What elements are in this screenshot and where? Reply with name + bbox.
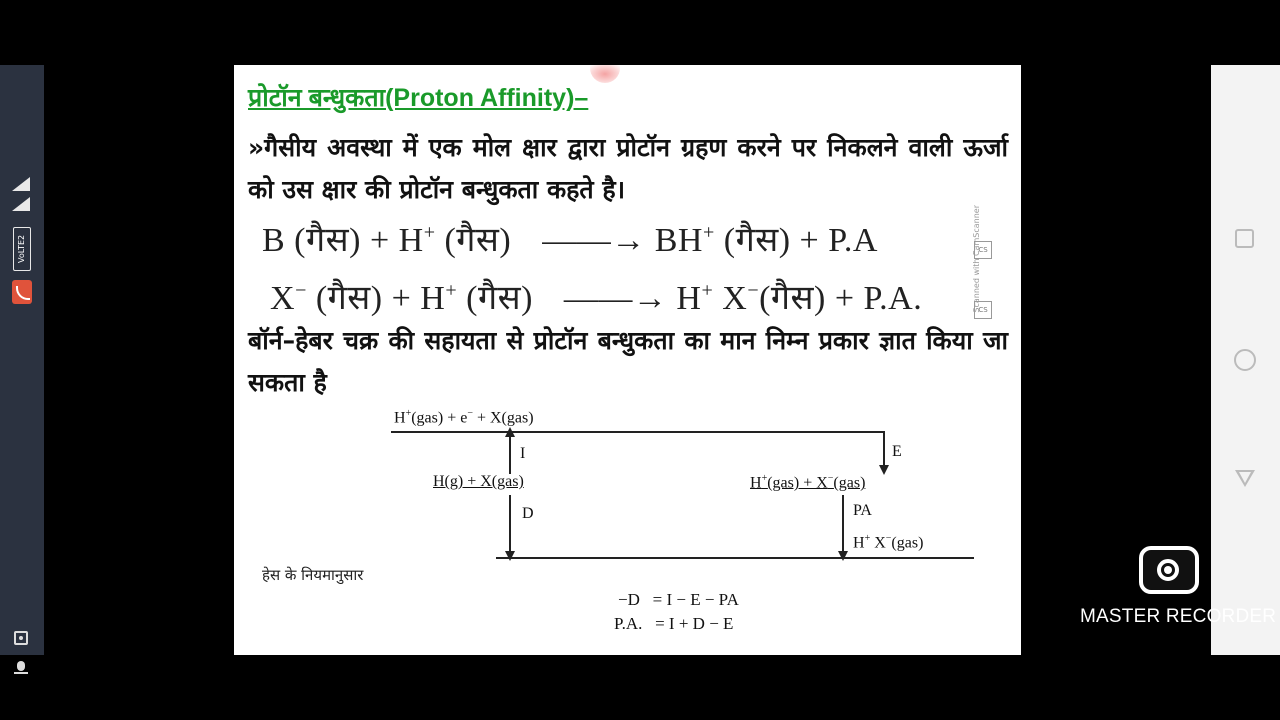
mic-icon [13,661,29,675]
hess-law-label: हेस के नियमानुसार [262,566,364,584]
recorder-camera-icon[interactable] [1139,546,1199,594]
arrow-down-icon [838,551,848,561]
cycle-left-mid-label: H(g) + X(gas) [433,473,524,490]
document-page [234,65,1021,655]
born-haber-text: बॉर्न–हेबर चक्र की सहायता से प्रोटॉन बन्धुकता का मान निम्न प्रकार ज्ञात किया जा सकता है [248,326,1008,397]
definition-text: »गैसीय अवस्था में एक मोल क्षार द्वारा प्रोटॉन ग्रहण करने पर निकलने वाली ऊर्जा को उस क्षार की प्रोटॉन बन्धुकता कहते है। [248,133,1008,204]
signal-icon [12,177,30,191]
result-equation-1: −D = I − E − PA [618,590,739,609]
back-icon[interactable] [1235,470,1255,487]
recents-icon[interactable] [1235,229,1254,248]
cycle-right-mid-label: H+(gas) + X−(gas) [750,473,866,492]
cs-logo: CS [974,301,992,319]
signal-icon [12,197,30,211]
cs-logo: CS [974,241,992,259]
cycle-e-label: E [892,443,902,460]
arrow-down-icon [505,551,515,561]
cycle-step-d-line [509,495,511,557]
touch-indicator [590,65,620,83]
cycle-bottom-line [496,557,974,559]
equation-1: B (गैस) + H+ (गैस) ——→ BH+ (गैस) + P.A [262,221,878,259]
cycle-step-i-line [509,431,511,474]
arrow-down-icon [879,465,889,475]
equation-2: X− (गैस) + H+ (गैस) ——→ H+ X−(गैस) + P.A. [270,279,923,317]
arrow-up-icon [505,427,515,437]
cycle-i-label: I [520,445,526,462]
cycle-d-label: D [522,505,534,522]
cycle-pa-label: PA [853,502,872,519]
camera-icon [14,631,28,645]
home-icon[interactable] [1234,349,1256,371]
cycle-top-line [391,431,884,433]
volte-icon: VoLTE2 [13,227,31,271]
recorder-label: MASTER RECORDER [1080,606,1277,627]
cycle-step-pa-line [842,495,844,555]
cycle-top-label: H+(gas) + e− + X(gas) [394,408,534,427]
cast-icon [12,280,32,304]
cycle-bottom-right-label: H+ X−(gas) [853,533,924,552]
result-equation-2: P.A. = I + D − E [614,614,734,633]
scanner-watermark: Scanned with CamScanner [972,205,981,313]
page-title: प्रोटॉन बन्धुकता(Proton Affinity)– [248,84,589,112]
status-bar [0,65,44,655]
